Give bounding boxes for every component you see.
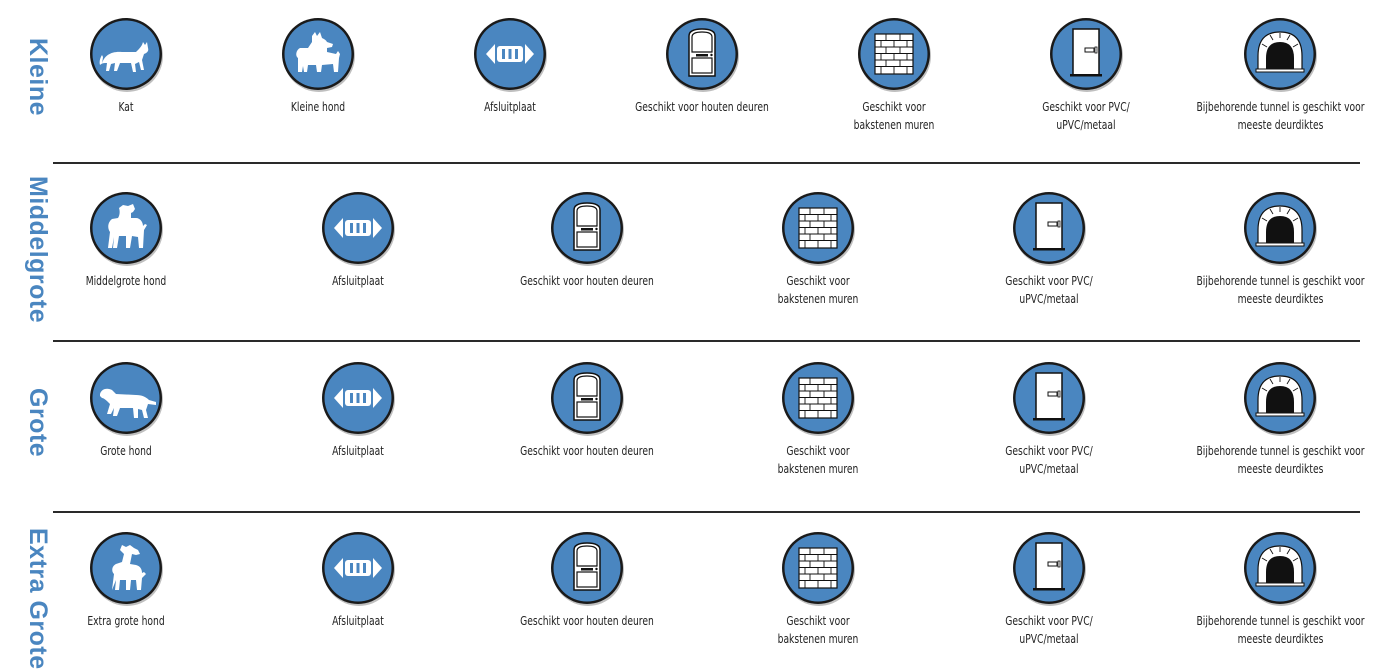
feature-caption: Afsluitplaat	[332, 444, 384, 458]
row-divider	[53, 511, 1360, 513]
feature-caption: Bijbehorende tunnel is geschikt voor meeste deurdiktes	[1196, 614, 1365, 646]
feature-caption: Geschikt voor PVC/ uPVC/metaal	[1005, 614, 1093, 646]
feature-brick-wall	[718, 528, 918, 648]
row-label: Middelgrote	[24, 176, 52, 324]
feature-caption: Kat	[118, 100, 134, 114]
row-kleine	[0, 14, 1376, 164]
brick-wall-icon	[778, 188, 858, 268]
locking-plate-icon	[318, 528, 398, 608]
feature-caption: Geschikt voor bakstenen muren	[777, 614, 859, 646]
brick-wall-icon	[854, 14, 934, 94]
feature-locking-plate	[258, 188, 458, 290]
row-middelgrote	[0, 176, 1376, 338]
extra-large-dog-icon	[86, 528, 166, 608]
feature-caption: Grote hond	[100, 444, 152, 458]
feature-caption: Geschikt voor PVC/ uPVC/metaal	[1042, 100, 1130, 132]
feature-brick-wall	[794, 14, 994, 134]
feature-extra-large-dog	[26, 528, 226, 630]
locking-plate-icon	[318, 188, 398, 268]
feature-small-dog	[218, 14, 418, 116]
feature-brick-wall	[718, 188, 918, 308]
feature-tunnel	[1180, 14, 1376, 134]
pvc-door-icon	[1046, 14, 1126, 94]
row-label: Extra Grote	[24, 528, 52, 670]
row-label: Grote	[24, 388, 52, 458]
feature-caption: Extra grote hond	[87, 614, 165, 628]
brick-wall-icon	[778, 528, 858, 608]
pvc-door-icon	[1009, 188, 1089, 268]
pvc-door-icon	[1009, 528, 1089, 608]
feature-tunnel	[1180, 528, 1376, 648]
feature-tunnel	[1180, 358, 1376, 478]
feature-caption: Geschikt voor houten deuren	[635, 100, 769, 114]
wooden-door-icon	[547, 358, 627, 438]
feature-locking-plate	[410, 14, 610, 116]
feature-wooden-door	[487, 358, 687, 460]
feature-caption: Geschikt voor houten deuren	[520, 614, 654, 628]
feature-caption: Geschikt voor houten deuren	[520, 274, 654, 288]
tunnel-icon	[1240, 528, 1320, 608]
feature-caption: Kleine hond	[290, 100, 346, 114]
feature-wooden-door	[487, 188, 687, 290]
feature-caption: Middelgrote hond	[85, 274, 167, 288]
wooden-door-icon	[547, 188, 627, 268]
row-extra-grote	[0, 528, 1376, 672]
wooden-door-icon	[547, 528, 627, 608]
feature-caption: Geschikt voor houten deuren	[520, 444, 654, 458]
tunnel-icon	[1240, 188, 1320, 268]
locking-plate-icon	[318, 358, 398, 438]
tunnel-icon	[1240, 358, 1320, 438]
feature-caption: Bijbehorende tunnel is geschikt voor meeste deurdiktes	[1196, 444, 1365, 476]
feature-caption: Bijbehorende tunnel is geschikt voor meeste deurdiktes	[1196, 274, 1365, 306]
medium-dog-icon	[86, 188, 166, 268]
large-dog-icon	[86, 358, 166, 438]
feature-pvc-door	[986, 14, 1186, 134]
feature-caption: Afsluitplaat	[332, 614, 384, 628]
feature-pvc-door	[949, 188, 1149, 308]
locking-plate-icon	[470, 14, 550, 94]
row-divider	[53, 340, 1360, 342]
pvc-door-icon	[1009, 358, 1089, 438]
feature-brick-wall	[718, 358, 918, 478]
feature-cat	[26, 14, 226, 116]
feature-medium-dog	[26, 188, 226, 290]
feature-caption: Geschikt voor bakstenen muren	[777, 274, 859, 306]
row-grote	[0, 358, 1376, 508]
feature-locking-plate	[258, 358, 458, 460]
tunnel-icon	[1240, 14, 1320, 94]
wooden-door-icon	[662, 14, 742, 94]
feature-caption: Geschikt voor bakstenen muren	[777, 444, 859, 476]
row-divider	[53, 162, 1360, 164]
feature-locking-plate	[258, 528, 458, 630]
feature-pvc-door	[949, 528, 1149, 648]
brick-wall-icon	[778, 358, 858, 438]
feature-caption: Geschikt voor PVC/ uPVC/metaal	[1005, 444, 1093, 476]
feature-caption: Bijbehorende tunnel is geschikt voor meeste deurdiktes	[1196, 100, 1365, 132]
feature-caption: Afsluitplaat	[484, 100, 536, 114]
feature-tunnel	[1180, 188, 1376, 308]
small-dog-icon	[278, 14, 358, 94]
feature-caption: Geschikt voor bakstenen muren	[853, 100, 935, 132]
feature-wooden-door	[602, 14, 802, 116]
feature-caption: Geschikt voor PVC/ uPVC/metaal	[1005, 274, 1093, 306]
feature-large-dog	[26, 358, 226, 460]
feature-wooden-door	[487, 528, 687, 630]
row-label: Kleine	[24, 38, 52, 117]
cat-icon	[86, 14, 166, 94]
feature-caption: Afsluitplaat	[332, 274, 384, 288]
feature-pvc-door	[949, 358, 1149, 478]
